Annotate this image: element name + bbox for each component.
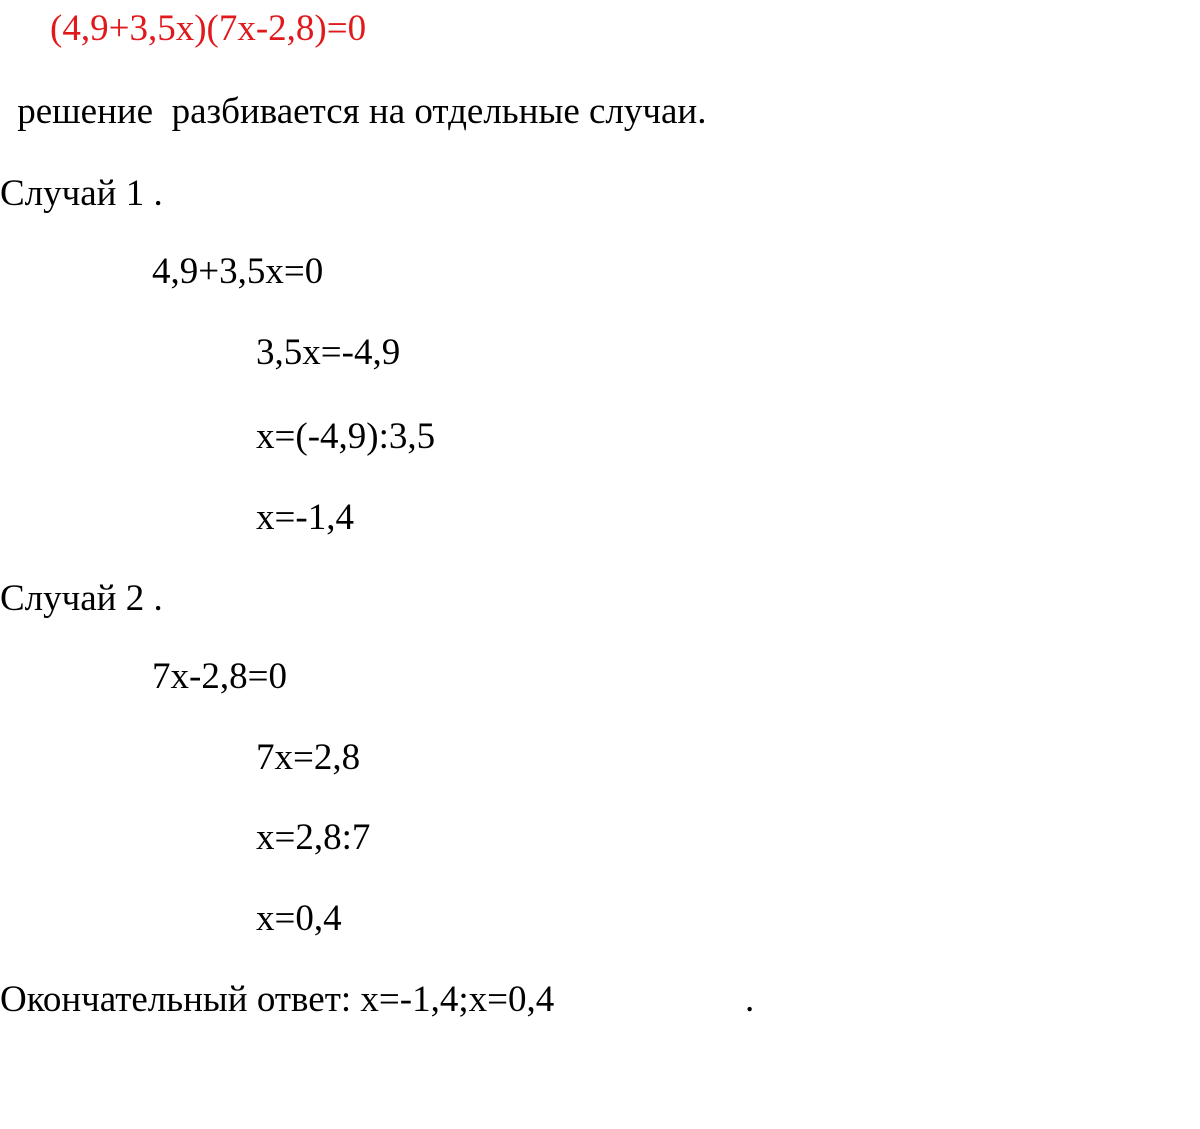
case-1-heading: Случай 1 . xyxy=(0,173,163,214)
case-1-step: x=(-4,9):3,5 xyxy=(256,416,436,457)
case-2-step: 7x=2,8 xyxy=(256,737,361,778)
case-2-result: x=0,4 xyxy=(256,898,342,939)
case-1-step: 3,5x=-4,9 xyxy=(256,332,401,373)
trailing-dot: . xyxy=(745,979,755,1020)
case-1-result: x=-1,4 xyxy=(256,497,354,538)
case-2-step: x=2,8:7 xyxy=(256,817,371,858)
equation-title: (4,9+3,5x)(7x-2,8)=0 xyxy=(50,8,367,49)
final-answer: Окончательный ответ: x=-1,4;x=0,4 xyxy=(0,979,555,1020)
case-1-step: 4,9+3,5x=0 xyxy=(152,251,324,292)
case-2-heading: Случай 2 . xyxy=(0,578,163,619)
intro-text: решение разбивается на отдельные случаи. xyxy=(8,91,707,132)
case-2-step: 7x-2,8=0 xyxy=(152,656,287,697)
